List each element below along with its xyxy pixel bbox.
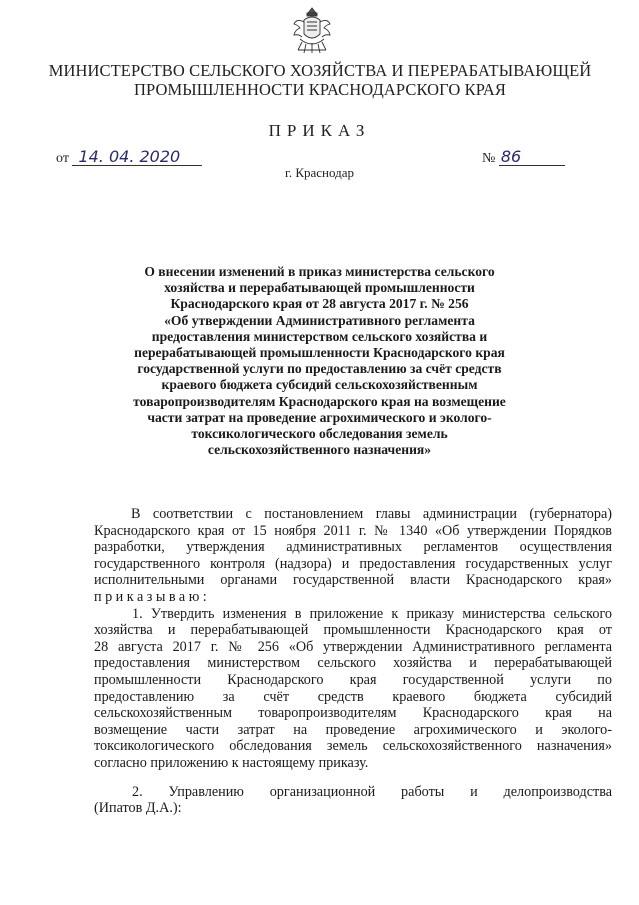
- date-value: 14. 04. 2020: [72, 148, 202, 166]
- order-word: приказываю:: [94, 588, 211, 605]
- item1-line: согласно приложению к настоящему приказу.: [94, 754, 369, 771]
- subject-line: Краснодарского края от 28 августа 2017 г. № 256: [170, 296, 469, 312]
- city: г. Краснодар: [284, 165, 355, 180]
- item1-line: 28 августа 2017 г. № 256 «Об утверждении Административного регламента: [94, 638, 612, 655]
- ministry-name-line-2: ПРОМЫШЛЕННОСТИ КРАСНОДАРСКОГО КРАЯ: [133, 80, 507, 99]
- item1-line: токсикологического обследования земель сельскохозяйственного назначения»: [94, 738, 612, 755]
- subject-line: сельскохозяйственного назначения»: [207, 442, 432, 458]
- preamble-line: В соответствии с постановлением главы администрации (губернатора): [131, 506, 612, 522]
- subject-line: «Об утверждении Административного регламента: [164, 312, 475, 328]
- preamble-line: государственного контроля (надзора) и предоставления государственных услуг: [94, 555, 612, 572]
- subject-line: предоставления министерством сельского хозяйства и: [151, 328, 488, 344]
- ministry-name-line-1: МИНИСТЕРСТВО СЕЛЬСКОГО ХОЗЯЙСТВА И ПЕРЕРАБАТЫВАЮЩЕЙ: [48, 61, 592, 80]
- preamble-line: исполнительными органами государственной власти Краснодарского края»: [94, 572, 612, 589]
- number-value: 86: [499, 148, 565, 166]
- preamble-line: Краснодарского края от 15 ноября 2011 г. № 1340 «Об утверждении Порядков: [94, 522, 612, 539]
- item1-line: 1. Утвердить изменения в приложение к приказу министерства сельского: [132, 605, 612, 622]
- subject-line: перерабатывающей промышленности Краснодарского края: [134, 345, 505, 361]
- item1-line: предоставления министерством сельского хозяйства и перерабатывающей: [94, 655, 612, 672]
- preamble-line: разработки, утверждения административных регламентов осуществления: [94, 539, 612, 556]
- number-prefix: №: [482, 151, 496, 166]
- item2-line: 2. Управлению организационной работы и делопроизводства: [132, 783, 612, 800]
- subject-line: государственной услуги по предоставлению за счёт средств: [137, 361, 502, 377]
- ministry-name: [40, 61, 600, 99]
- subject-line: токсикологического обследования земель: [191, 426, 448, 442]
- order-subject: [90, 264, 549, 458]
- subject-line: части затрат на проведение агрохимического и эколого-: [147, 409, 492, 425]
- item1-line: предоставлению за счёт средств краевого бюджета субсидий: [94, 688, 612, 705]
- item1-line: промышленности Краснодарского края государственной услуги по: [94, 671, 612, 688]
- order-body: [94, 506, 612, 817]
- date-prefix: от: [56, 151, 69, 166]
- item1-line: сельскохозяйственным товаропроизводителям Краснодарского края на: [94, 705, 612, 722]
- item1-line: возмещение части затрат на проведение агрохимического и эколого-: [94, 721, 612, 738]
- subject-line: хозяйства и перерабатывающей промышленности: [164, 280, 475, 296]
- subject-line: товаропроизводителям Краснодарского края на возмещение: [133, 393, 506, 409]
- item2-line: (Ипатов Д.А.):: [94, 800, 182, 817]
- subject-line: краевого бюджета субсидий сельскохозяйственным: [161, 377, 478, 393]
- item1-line: хозяйства и перерабатывающей промышленности Краснодарского края от: [94, 622, 612, 639]
- order-title: ПРИКАЗ: [268, 121, 371, 140]
- subject-line: О внесении изменений в приказ министерства сельского: [144, 264, 495, 279]
- coat-of-arms-icon: [290, 6, 334, 56]
